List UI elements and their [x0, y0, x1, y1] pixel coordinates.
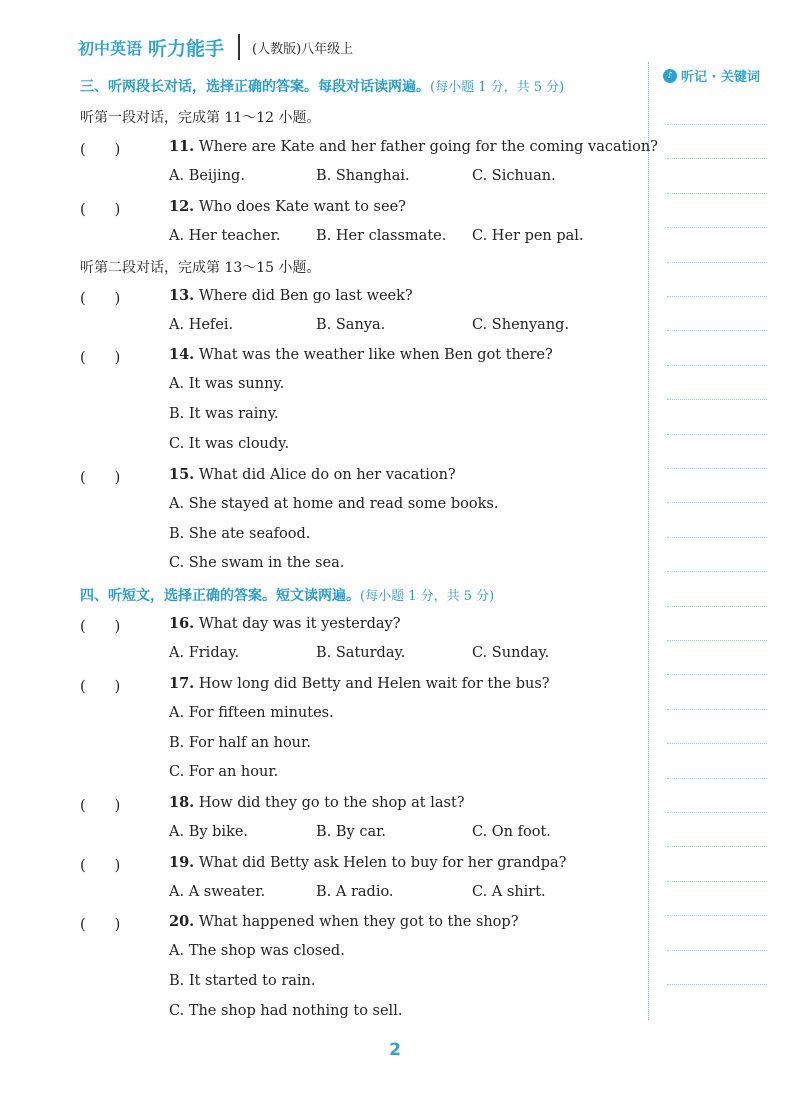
note-line — [667, 399, 767, 400]
option-a[interactable]: A. A sweater. — [169, 884, 266, 900]
option-a[interactable]: A. It was sunny. — [169, 376, 285, 392]
question-number: 14. — [169, 346, 195, 363]
sidebar-title-label: 听记 · 关键词 — [681, 70, 760, 85]
question-11 — [80, 138, 658, 159]
note-line — [667, 709, 767, 710]
page-number: 2 — [389, 1040, 401, 1060]
question-text: What happened when they got to the shop? — [198, 914, 519, 930]
option-b[interactable]: B. A radio. — [316, 884, 394, 900]
brand-subject: 初中英语 — [78, 38, 143, 58]
answer-blank[interactable]: ( ) — [80, 142, 121, 158]
note-line — [667, 296, 767, 297]
section-3-intro-1: 听第一段对话，完成第 11～12 小题。 — [80, 110, 321, 126]
note-line — [667, 365, 767, 366]
option-a[interactable]: A. The shop was closed. — [169, 943, 345, 959]
section-3-title: 三、听两段长对话，选择正确的答案。每段对话读两遍。 — [80, 79, 430, 95]
question-14 — [80, 346, 553, 367]
question-15 — [80, 466, 456, 487]
note-line — [667, 640, 767, 641]
note-line — [667, 571, 767, 572]
answer-blank[interactable]: ( ) — [80, 202, 121, 218]
note-line — [667, 881, 767, 882]
option-b[interactable]: B. She ate seafood. — [169, 526, 311, 542]
option-c[interactable]: C. Shenyang. — [472, 317, 570, 333]
note-line — [667, 606, 767, 607]
question-text: How did they go to the shop at last? — [198, 795, 465, 811]
option-a[interactable]: A. Beijing. — [169, 168, 245, 184]
brand-title: 听力能手 — [148, 37, 225, 60]
notes-sidebar — [648, 62, 769, 1020]
sidebar-title — [663, 66, 760, 85]
option-b[interactable]: B. For half an hour. — [169, 735, 311, 751]
answer-blank[interactable]: ( ) — [80, 858, 121, 874]
question-number: 16. — [169, 615, 195, 632]
note-line — [667, 537, 767, 538]
option-c[interactable]: C. On foot. — [472, 824, 551, 840]
section-3-score-note: (每小题 1 分，共 5 分) — [430, 80, 565, 95]
question-20 — [80, 913, 519, 934]
section-3-heading — [80, 76, 564, 96]
answer-blank[interactable]: ( ) — [80, 679, 121, 695]
option-c[interactable]: C. It was cloudy. — [169, 436, 290, 452]
question-12 — [80, 198, 406, 219]
section-4-heading — [80, 585, 494, 605]
option-c[interactable]: C. A shirt. — [472, 884, 546, 900]
option-a[interactable]: A. She stayed at home and read some books. — [169, 496, 499, 512]
note-line — [667, 846, 767, 847]
option-c[interactable]: C. The shop had nothing to sell. — [169, 1003, 403, 1019]
question-text: What was the weather like when Ben got there? — [198, 347, 553, 363]
headphones-icon: ♪ — [663, 69, 677, 83]
option-a[interactable]: A. Her teacher. — [169, 228, 281, 244]
option-c[interactable]: C. Her pen pal. — [472, 228, 584, 244]
page-header — [78, 32, 353, 62]
note-line — [667, 468, 767, 469]
note-line — [667, 193, 767, 194]
answer-blank[interactable]: ( ) — [80, 917, 121, 933]
option-b[interactable]: B. Shanghai. — [316, 168, 410, 184]
option-a[interactable]: A. For fifteen minutes. — [169, 705, 334, 721]
option-b[interactable]: B. Her classmate. — [316, 228, 447, 244]
option-b[interactable]: B. It started to rain. — [169, 973, 316, 989]
note-line — [667, 158, 767, 159]
option-b[interactable]: B. It was rainy. — [169, 406, 279, 422]
answer-blank[interactable]: ( ) — [80, 798, 121, 814]
option-c[interactable]: C. Sunday. — [472, 645, 550, 661]
note-line — [667, 950, 767, 951]
answer-blank[interactable]: ( ) — [80, 619, 121, 635]
question-text: Who does Kate want to see? — [198, 199, 406, 215]
option-c[interactable]: C. Sichuan. — [472, 168, 556, 184]
note-line — [667, 915, 767, 916]
note-line — [667, 227, 767, 228]
question-number: 13. — [169, 287, 195, 304]
question-17 — [80, 675, 550, 696]
edition-label: (人教版)八年级上 — [252, 41, 354, 57]
question-16 — [80, 615, 401, 636]
question-number: 11. — [169, 138, 195, 155]
option-a[interactable]: A. Hefei. — [169, 317, 234, 333]
question-number: 12. — [169, 198, 195, 215]
header-divider — [238, 34, 240, 60]
option-a[interactable]: A. By bike. — [169, 824, 249, 840]
note-line — [667, 434, 767, 435]
section-4-title: 四、听短文，选择正确的答案。短文读两遍。 — [80, 588, 360, 604]
note-line — [667, 674, 767, 675]
note-line — [667, 124, 767, 125]
question-number: 17. — [169, 675, 195, 692]
note-line — [667, 984, 767, 985]
note-line — [667, 812, 767, 813]
question-18 — [80, 794, 465, 815]
question-text: Where did Ben go last week? — [198, 288, 413, 304]
note-line — [667, 778, 767, 779]
question-number: 20. — [169, 913, 195, 930]
note-line — [667, 743, 767, 744]
option-a[interactable]: A. Friday. — [169, 645, 240, 661]
option-b[interactable]: B. Saturday. — [316, 645, 406, 661]
answer-blank[interactable]: ( ) — [80, 291, 121, 307]
option-b[interactable]: B. Sanya. — [316, 317, 386, 333]
question-19 — [80, 854, 567, 875]
question-text: How long did Betty and Helen wait for the bus? — [198, 676, 550, 692]
note-line — [667, 502, 767, 503]
section-3-intro-2: 听第二段对话，完成第 13～15 小题。 — [80, 260, 321, 276]
option-c[interactable]: C. For an hour. — [169, 764, 279, 780]
answer-blank[interactable]: ( ) — [80, 350, 121, 366]
section-4-score-note: (每小题 1 分，共 5 分) — [360, 589, 495, 604]
question-text: What did Betty ask Helen to buy for her grandpa? — [198, 855, 567, 871]
note-line — [667, 262, 767, 263]
question-number: 19. — [169, 854, 195, 871]
question-text: What did Alice do on her vacation? — [198, 467, 456, 483]
option-c[interactable]: C. She swam in the sea. — [169, 555, 345, 571]
answer-blank[interactable]: ( ) — [80, 470, 121, 486]
note-line — [667, 330, 767, 331]
question-text: What day was it yesterday? — [198, 616, 401, 632]
question-text: Where are Kate and her father going for the coming vacation? — [198, 139, 658, 155]
question-13 — [80, 287, 413, 308]
question-number: 18. — [169, 794, 195, 811]
option-b[interactable]: B. By car. — [316, 824, 387, 840]
question-number: 15. — [169, 466, 195, 483]
